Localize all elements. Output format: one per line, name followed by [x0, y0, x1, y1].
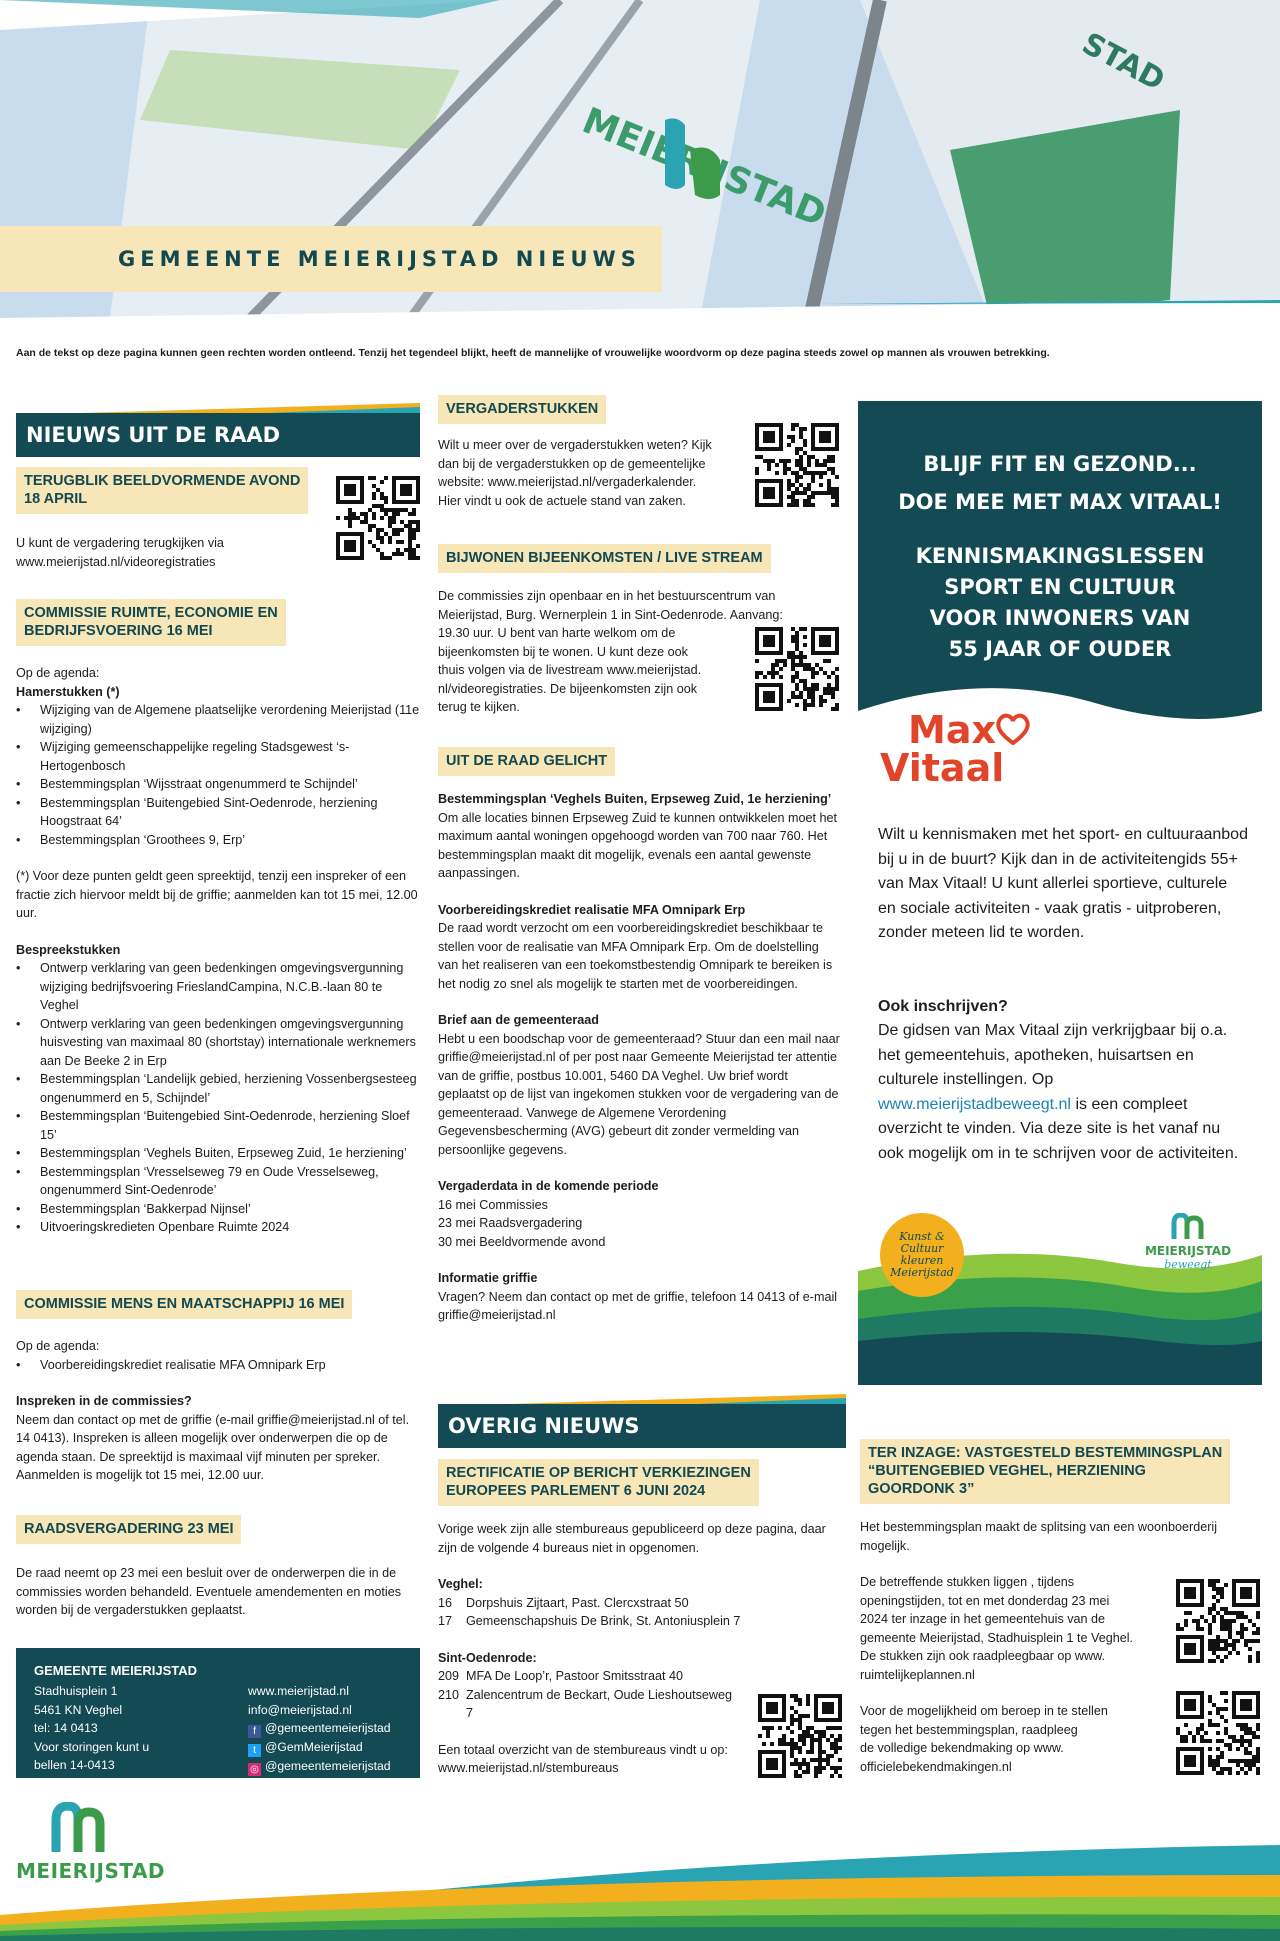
- qr-code-vergaderkalender[interactable]: [755, 423, 839, 507]
- mens-agenda-label: Op de agenda:: [16, 1339, 100, 1353]
- section-title-overig: OVERIG NIEUWS: [438, 1404, 846, 1448]
- list-item: • Bestemmingsplan ‘Vresselseweg 79 en Oude Vresselseweg, ongenummerd Sint-Oedenrode’: [40, 1163, 420, 1200]
- veghel-table: [438, 1594, 740, 1631]
- heading-commissie-mens: COMMISSIE MENS EN MAATSCHAPPIJ 16 MEI: [16, 1290, 352, 1319]
- stembureau-nummer: 210: [438, 1687, 460, 1702]
- mfa-text: De raad wordt verzocht om een voorbereidingskrediet beschikbaar te stellen voor de realisatie van MFA Omnipark Erp. Om de doelstelling van het realiseren van een toekomstbestendig Omnipark te bereiken is het nodig zo snel als mogelijk te starten met de voorbereidingen.: [438, 921, 833, 991]
- stembureau-naam: Zalencentrum de Beckart, Oude Lieshoutseweg 7: [466, 1687, 733, 1720]
- contact-storing1: Voor storingen kunt u: [34, 1739, 150, 1754]
- qr-code-bekendmakingen[interactable]: [1176, 1691, 1260, 1775]
- agenda-label: Op de agenda:: [16, 666, 100, 680]
- bespreekstukken-label: Bespreekstukken: [16, 942, 121, 957]
- info-griffie-text: Vragen? Neem dan contact op met de griffie, telefoon 14 0413 of e-mail griffie@meierijstad.nl: [438, 1289, 838, 1322]
- qr-code-stembureaus[interactable]: [758, 1694, 842, 1778]
- meierijstadbeweegt-link[interactable]: www.meierijstadbeweegt.nl: [878, 1095, 1071, 1113]
- heading-uit-de-raad: UIT DE RAAD GELICHT: [438, 747, 615, 776]
- table-row: [438, 1612, 740, 1631]
- beweegt-mark-icon: [1168, 1213, 1208, 1239]
- ad-ook-text: De gidsen van Max Vitaal zijn verkrijgbaar bij o.a. het gemeentehuis, apotheken, huisartsen en culturele instellingen. Op www.meierijstadbeweegt.nl is een compleet overzicht te vinden. Via deze site is het vanaf nu ook mogelijk om in te schrijven voor de activiteiten.: [878, 1022, 1239, 1162]
- max-vitaal-ad: [858, 401, 1262, 1385]
- inspreken-label: Inspreken in de commissies?: [16, 1394, 192, 1408]
- mens-agenda-list: [16, 1356, 420, 1375]
- bespreekstukken-list: [16, 959, 420, 1237]
- ad-title: BLIJF FIT EN GEZOND... DOE MEE MET MAX VITAAL!: [898, 452, 1222, 514]
- stembureaus-outro: Een totaal overzicht van de stembureaus vindt u op: www.meierijstad.nl/stembureaus: [438, 1742, 728, 1775]
- meierijstad-beweegt-logo: MEIERIJSTAD beweegt: [1138, 1213, 1238, 1271]
- list-item: • Bestemmingsplan ‘Groothees 9, Erp’: [40, 831, 420, 850]
- info-griffie-title: Informatie griffie: [438, 1271, 538, 1285]
- heading-bijwonen: BIJWONEN BIJEENKOMSTEN / LIVE STREAM: [438, 544, 771, 573]
- list-item: • Bestemmingsplan ‘Veghels Buiten, Erpseweg Zuid, 1e herziening’: [40, 1144, 420, 1163]
- contact-twitter[interactable]: t @GemMeierijstad: [248, 1738, 418, 1757]
- contact-box: [16, 1648, 420, 1778]
- vergaderstukken-text: Wilt u meer over de vergaderstukken weten? Kijk dan bij de vergaderstukken op de gemeentelijke website: www.meierijstad.nl/vergaderkalender. Hier vindt u ook de actuele stand van zaken.: [438, 438, 712, 508]
- vergaderdatum-item: 23 mei Raadsvergadering: [438, 1216, 583, 1230]
- contact-tel: tel: 14 0413: [34, 1721, 98, 1735]
- heading-ter-inzage: TER INZAGE: VASTGESTELD BESTEMMINGSPLAN “BUITENGEBIED VEGHEL, HERZIENING GOORDONK 3”: [860, 1439, 1230, 1504]
- mfa-title: Voorbereidingskrediet realisatie MFA Omnipark Erp: [438, 902, 746, 917]
- brief-text: Hebt u een boodschap voor de gemeenteraad? Stuur dan een mail naar griffie@meierijstad.nl of per post naar Gemeente Meierijstad ter attentie van de griffie, postbus 10.001, 5460 DA Veghel. Uw brief wordt geplaatst op de lijst van ingekomen stukken voor de vergadering van de gemeenteraad. Vanwege de Algemene Verordening Gegevensbescherming (AVG) gebeurt dit zonder vermelding van persoonlijke gegevens.: [438, 1031, 840, 1157]
- heading-terugblik: TERUGBLIK BEELDVORMENDE AVOND 18 APRIL: [16, 467, 308, 514]
- stembureau-naam: Gemeenschapshuis De Brink, St. Antoniusplein 7: [466, 1614, 741, 1628]
- banner-title: GEMEENTE MEIERIJSTAD NIEUWS: [118, 247, 641, 271]
- veghels-text: Om alle locaties binnen Erpseweg Zuid te kunnen ontwikkelen moet het maximum aantal woningen opgehoogd worden van 700 naar 760. Het bestemmingsplan maakt dit mogelijk, evenals een aantal gewenste aanpassingen.: [438, 810, 838, 880]
- ter-inzage-intro: Het bestemmingsplan maakt de splitsing van een woonboerderij mogelijk.: [860, 1520, 1218, 1553]
- contact-website[interactable]: www.meierijstad.nl: [248, 1684, 349, 1698]
- heading-vergaderstukken: VERGADERSTUKKEN: [438, 395, 606, 424]
- logo-text: MEIERIJSTAD: [16, 1859, 166, 1883]
- heading-commissie-ruimte: COMMISSIE RUIMTE, ECONOMIE EN BEDRIJFSVOERING 16 MEI: [16, 599, 286, 646]
- disclaimer: Aan de tekst op deze pagina kunnen geen rechten worden ontleend. Tenzij het tegendeel blijkt, heeft de mannelijke of vrouwelijke woordvorm op deze pagina steeds zowel op mannen als vrouwen betrekking.: [16, 347, 1050, 359]
- rectificatie-intro: Vorige week zijn alle stembureaus gepubliceerd op deze pagina, daar zijn de volgende 4 bureaus niet in opgenomen.: [438, 1522, 826, 1555]
- heading-raadsvergadering: RAADSVERGADERING 23 MEI: [16, 1515, 241, 1544]
- contact-email[interactable]: info@meierijstad.nl: [248, 1702, 352, 1717]
- list-item: • Bestemmingsplan ‘Bakkerpad Nijnsel’: [40, 1200, 420, 1219]
- max-vitaal-logo: Max Vitaal: [880, 708, 1005, 790]
- bijwonen-text: De commissies zijn openbaar en in het bestuurscentrum van Meierijstad, Burg. Wernerplein 1 in Sint-Oedenrode. Aanvang: 19.30 uur. U bent van harte welkom om de bijeenkomsten bij te wonen. U kunt deze ook thuis volgen via de livestream www.meierijstad. nl/videoregistraties. De bijeenkomsten zijn ook terug te kijken.: [438, 589, 783, 714]
- ter-inzage-text2: Voor de mogelijkheid om beroep in te stellen tegen het bestemmingsplan, raadpleeg de volledige bekendmaking op www. officielebekendmakingen.nl: [860, 1704, 1108, 1774]
- ad-subtitle: KENNISMAKINGSLESSEN SPORT EN CULTUUR VOOR INWONERS VAN 55 JAAR OF OUDER: [915, 544, 1205, 661]
- contact-org: GEMEENTE MEIERIJSTAD: [34, 1663, 198, 1678]
- table-row: [438, 1667, 738, 1686]
- qr-code-terugblik[interactable]: [336, 476, 420, 560]
- table-row: [438, 1594, 740, 1613]
- instagram-icon: ◎: [248, 1763, 261, 1776]
- list-item: • Bestemmingsplan ‘Landelijk gebied, herziening Vossenbergsesteeg ongenummerd en 5, Schijndel’: [40, 1070, 420, 1107]
- qr-code-livestream[interactable]: [755, 627, 839, 711]
- terugblik-text: U kunt de vergadering terugkijken via www.meierijstad.nl/videoregistraties: [16, 536, 224, 569]
- list-item: • Bestemmingsplan ‘Buitengebied Sint-Oedenrode, herziening Sloef 15’: [40, 1107, 420, 1144]
- flag-text-small: STAD: [1076, 26, 1171, 99]
- facebook-icon: f: [248, 1725, 261, 1738]
- stembureau-nummer: 17: [438, 1614, 453, 1628]
- contact-instagram[interactable]: ◎ @gemeentemeierijstad: [248, 1757, 418, 1776]
- page-banner: [0, 226, 662, 292]
- vergaderdata-list: [438, 1196, 842, 1252]
- list-item: • Wijziging gemeenschappelijke regeling Stadsgewest ‘s-Hertogenbosch: [40, 738, 420, 775]
- veghels-title: Bestemmingsplan ‘Veghels Buiten, Erpseweg Zuid, 1e herziening’: [438, 792, 832, 806]
- list-item: • Voorbereidingskrediet realisatie MFA Omnipark Erp: [40, 1356, 420, 1375]
- heart-icon: [993, 709, 1033, 749]
- hamerstukken-label: Hamerstukken (*): [16, 684, 120, 699]
- section-title-raad: NIEUWS UIT DE RAAD: [16, 413, 420, 457]
- sint-oedenrode-label: Sint-Oedenrode:: [438, 1650, 537, 1665]
- list-item: • Wijziging van de Algemene plaatselijke verordening Meierijstad (11e wijziging): [40, 701, 420, 738]
- ad-ook-label: Ook inschrijven?: [878, 998, 1008, 1015]
- twitter-icon: t: [248, 1744, 261, 1757]
- contact-facebook[interactable]: f @gemeentemeierijstad: [248, 1719, 418, 1738]
- terugblik-link[interactable]: www.meierijstad.nl/videoregistraties: [16, 554, 216, 569]
- veghel-label: Veghel:: [438, 1577, 483, 1591]
- vergaderdatum-item: 30 mei Beeldvormende avond: [438, 1234, 606, 1249]
- list-item: • Uitvoeringskredieten Openbare Ruimte 2024: [40, 1218, 420, 1237]
- contact-storing2: bellen 14-0413: [34, 1758, 115, 1772]
- list-item: • Bestemmingsplan ‘Buitengebied Sint-Oedenrode, herziening Hoogstraat 64’: [40, 794, 420, 831]
- heading-rectificatie: RECTIFICATIE OP BERICHT VERKIEZINGEN EUROPEES PARLEMENT 6 JUNI 2024: [438, 1459, 759, 1506]
- raadsvergadering-text: De raad neemt op 23 mei een besluit over de onderwerpen die in de commissies worden behandeld. Eventuele amendementen en moties worden bij de vergaderstukken geplaatst.: [16, 1566, 402, 1617]
- vergaderdata-title: Vergaderdata in de komende periode: [438, 1179, 659, 1193]
- banner-swoosh: [0, 300, 1280, 340]
- ad-body: Wilt u kennismaken met het sport- en cultuuraanbod bij u in de buurt? Kijk dan in de activiteitengids 55+ van Max Vitaal! U kunt allerlei sportieve, culturele en sociale activiteiten - vaak gratis - uitproberen, zonder meteen lid te worden.: [878, 826, 1248, 941]
- stembureau-nummer: 16: [438, 1595, 453, 1610]
- hamerstukken-list: [16, 701, 420, 849]
- stembureau-naam: Dorpshuis Zijtaart, Past. Clercxstraat 50: [466, 1595, 689, 1610]
- brief-title: Brief aan de gemeenteraad: [438, 1013, 599, 1027]
- list-item: • Ontwerp verklaring van geen bedenkingen omgevingsvergunning wijziging bedrijfsvoering FrieslandCampina, N.C.B.-laan 80 te Veghel: [40, 959, 420, 1015]
- bottom-waves: [0, 1835, 1280, 1941]
- table-row: [438, 1686, 738, 1723]
- kunst-cultuur-badge: Kunst & Cultuur kleuren Meierijstad: [880, 1213, 964, 1297]
- list-item: • Bestemmingsplan ‘Wijsstraat ongenummerd te Schijndel’: [40, 775, 420, 794]
- list-item: • Ontwerp verklaring van geen bedenkingen omgevingsvergunning huisvesting van maximaal 80 (shortstay) internationale werknemers aan De Beeke 2 in Erp: [40, 1015, 420, 1071]
- ter-inzage-text1: De betreffende stukken liggen , tijdens openingstijden, tot en met donderdag 23 mei 2024 ter inzage in het gemeentehuis van de gemeente Meierijstad, Stadhuisplein 1 te Veghel. De stukken zijn ook raadpleegbaar op www. ruimtelijkeplannen.nl: [860, 1575, 1134, 1682]
- stembureau-nummer: 209: [438, 1669, 460, 1683]
- inspreken-text: Neem dan contact op met de griffie (e-mail griffie@meierijstad.nl of tel. 14 0413). Inspreken is alleen mogelijk over onderwerpen die op de agenda staan. De spreektijd is maximaal vijf minuten per spreker. Aanmelden is mogelijk tot 15 mei, 12.00 uur.: [16, 1412, 410, 1482]
- vergaderdatum-item: 16 mei Commissies: [438, 1197, 548, 1212]
- stembureau-naam: MFA De Loop’r, Pastoor Smitsstraat 40: [466, 1669, 683, 1683]
- qr-code-ruimtelijkeplannen[interactable]: [1176, 1579, 1260, 1663]
- spreektijd-note: (*) Voor deze punten geldt geen spreektijd, tenzij een inspreker of een fractie zich hiervoor meldt bij de griffie; aanmelden kan tot 15 mei, 12.00 uur.: [16, 869, 418, 920]
- contact-address2: 5461 KN Veghel: [34, 1702, 123, 1717]
- sint-oedenrode-table: [438, 1667, 738, 1723]
- contact-address1: Stadhuisplein 1: [34, 1684, 118, 1698]
